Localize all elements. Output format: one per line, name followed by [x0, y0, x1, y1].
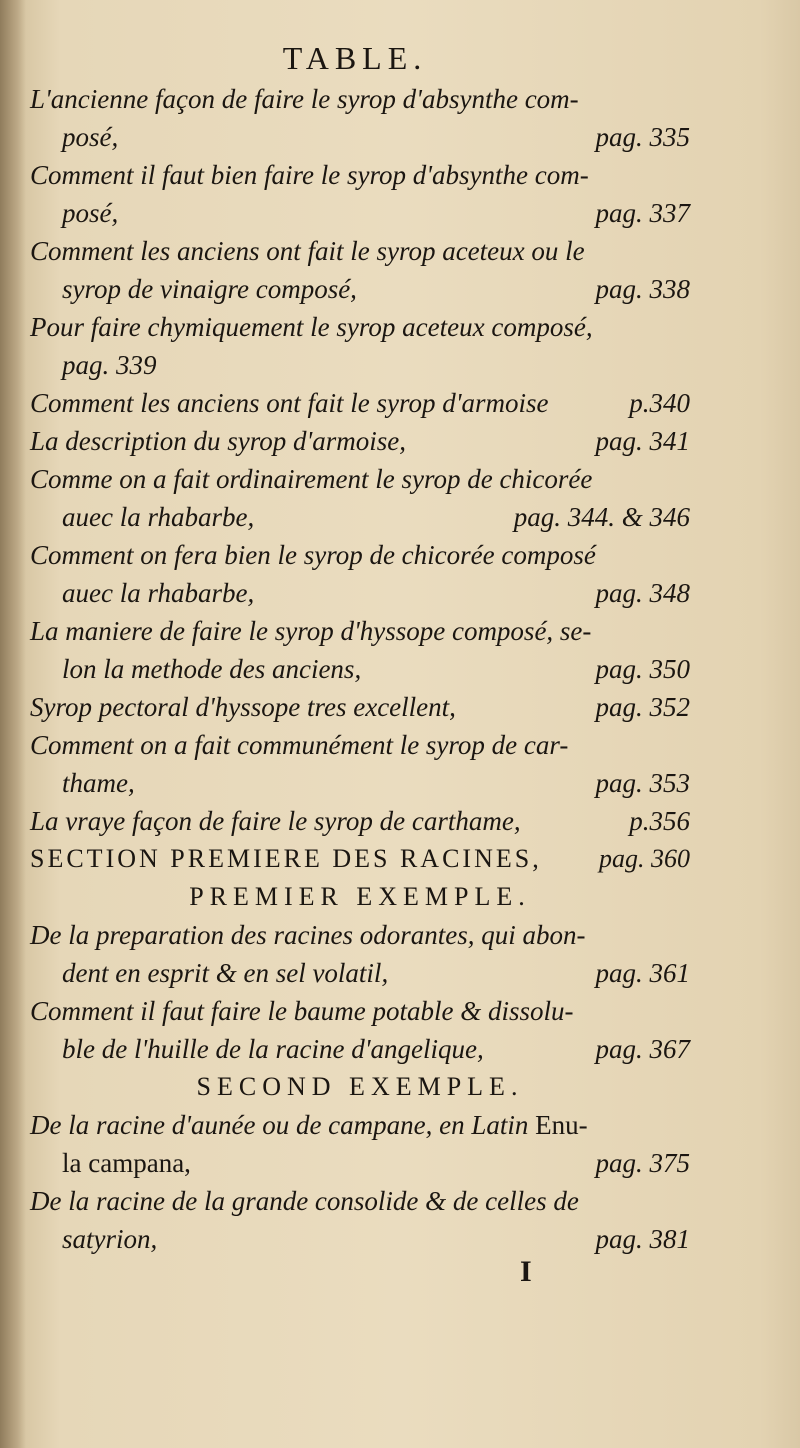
toc-line [30, 916, 690, 954]
toc-line [30, 1182, 690, 1220]
binding-gutter [0, 0, 26, 1448]
toc-line [30, 1030, 690, 1068]
toc-line [30, 688, 690, 726]
toc-line [30, 498, 690, 536]
page-number: pag. 344. & 346 [513, 502, 690, 532]
toc-line [30, 156, 690, 194]
entry-text: syrop de vinaigre composé, [62, 274, 357, 304]
table-of-contents [30, 80, 690, 1258]
entry-text: dent en esprit & en sel volatil, [62, 958, 389, 988]
page-number: pag. 337 [595, 198, 690, 228]
page-number: pag. 352 [595, 692, 690, 722]
entry-text: Comment il faut bien faire le syrop d'absynthe com- [30, 160, 589, 190]
entry-text: De la racine de la grande consolide & de celles de [30, 1186, 579, 1216]
entry-text: Comment les anciens ont fait le syrop d'armoise [30, 388, 549, 418]
page-number: pag. 360 [599, 844, 690, 873]
entry-text: ble de l'huille de la racine d'angelique, [62, 1034, 484, 1064]
page-number: pag. 350 [595, 654, 690, 684]
toc-line [30, 1144, 690, 1182]
toc-line [30, 194, 690, 232]
entry-text: Comment il faut faire le baume potable & dissolu- [30, 996, 574, 1026]
entry-text: De la preparation des racines odorantes, qui abon- [30, 920, 586, 950]
section-heading [30, 840, 690, 878]
entry-text: Comme on a fait ordinairement le syrop de chicorée [30, 464, 593, 494]
entry-text: Comment on fera bien le syrop de chicorée composé [30, 540, 596, 570]
page-number: pag. 339 [62, 350, 157, 380]
entry-text: auec la rhabarbe, [62, 502, 255, 532]
entry-text: satyrion, [62, 1224, 158, 1254]
entry-text: posé, [62, 122, 119, 152]
page-number: p.340 [629, 388, 690, 418]
example-heading: SECOND EXEMPLE. [196, 1072, 524, 1101]
page-number: pag. 361 [595, 958, 690, 988]
page-title: TABLE. [282, 40, 428, 76]
entry-text: Comment les anciens ont fait le syrop aceteux ou le [30, 236, 585, 266]
page-number: pag. 348 [595, 578, 690, 608]
entry-text-roman: Enu- [528, 1110, 588, 1140]
entry-text: Syrop pectoral d'hyssope tres excellent, [30, 692, 456, 722]
toc-line [30, 308, 690, 346]
entry-text: La description du syrop d'armoise, [30, 426, 407, 456]
toc-line [30, 992, 690, 1030]
toc-line [30, 1106, 690, 1144]
entry-text: lon la methode des anciens, [62, 654, 362, 684]
entry-text: De la racine d'aunée ou de campane, en Latin [30, 1110, 529, 1140]
page-number: pag. 338 [595, 274, 690, 304]
page-number: pag. 335 [595, 122, 690, 152]
example-heading: PREMIER EXEMPLE. [189, 882, 531, 911]
entry-text: Pour faire chymiquement le syrop aceteux composé, [30, 312, 593, 342]
toc-line [30, 460, 690, 498]
page-number: pag. 375 [595, 1148, 690, 1178]
toc-line [30, 612, 690, 650]
toc-line [30, 384, 690, 422]
page-number: pag. 381 [595, 1224, 690, 1254]
toc-line [30, 422, 690, 460]
toc-line [30, 802, 690, 840]
toc-line [30, 536, 690, 574]
toc-line [30, 764, 690, 802]
entry-text: la campana, [62, 1148, 191, 1178]
entry-text: La vraye façon de faire le syrop de carthame, [30, 806, 521, 836]
page-number: pag. 367 [595, 1034, 690, 1064]
toc-line [30, 118, 690, 156]
toc-line [30, 346, 690, 384]
page-number: p.356 [629, 806, 690, 836]
entry-text: posé, [62, 198, 119, 228]
section-title: SECTION PREMIERE DES RACINES, [30, 844, 542, 873]
entry-text: La maniere de faire le syrop d'hyssope composé, se- [30, 616, 592, 646]
toc-line [30, 650, 690, 688]
catchword: I [520, 1255, 532, 1288]
page-number: pag. 353 [595, 768, 690, 798]
toc-line [30, 232, 690, 270]
toc-line [30, 954, 690, 992]
toc-line [30, 726, 690, 764]
entry-text: thame, [62, 768, 135, 798]
entry-text: Comment on a fait communément le syrop de car- [30, 730, 569, 760]
toc-line [30, 270, 690, 308]
page-number: pag. 341 [595, 426, 690, 456]
toc-line [30, 80, 690, 118]
entry-text: L'ancienne façon de faire le syrop d'absynthe com- [30, 84, 579, 114]
toc-line [30, 574, 690, 612]
entry-text: auec la rhabarbe, [62, 578, 255, 608]
toc-line [30, 1220, 690, 1258]
